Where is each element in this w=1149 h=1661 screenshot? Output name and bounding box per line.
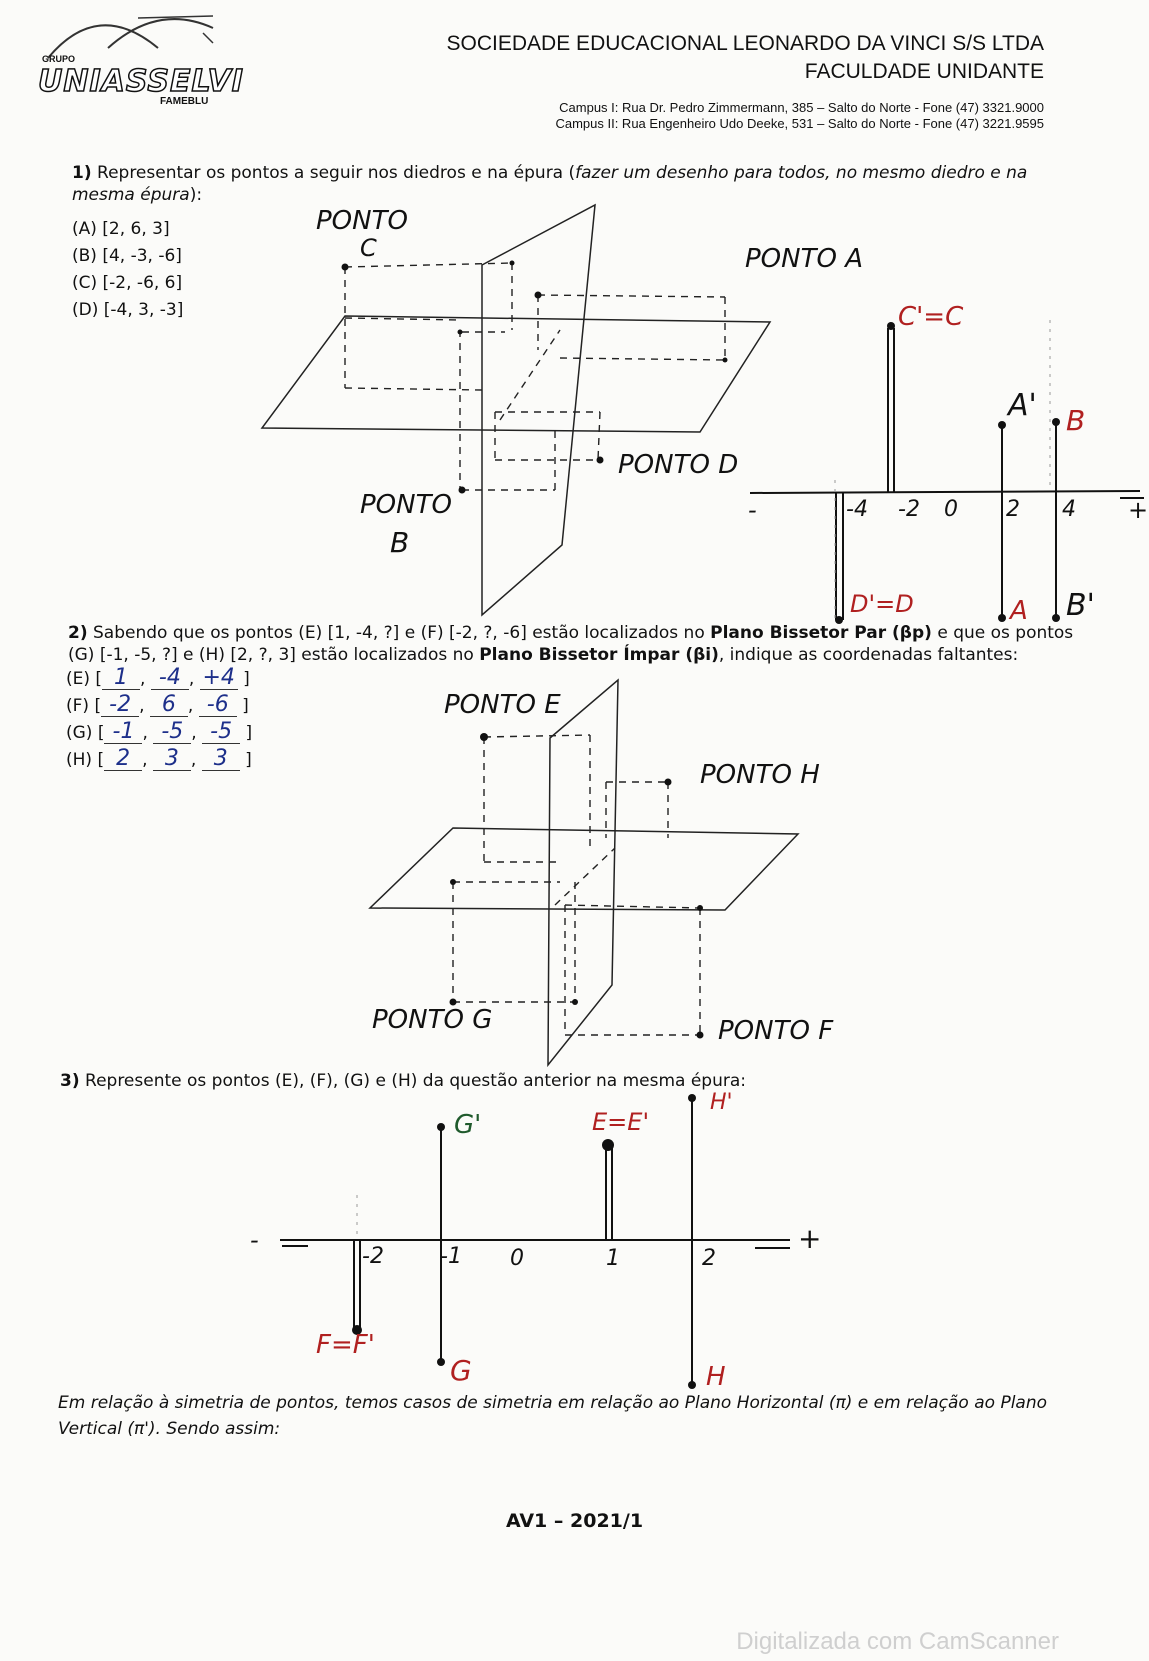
q2-row-e: (E) [ 1 , -4 , +4 ]: [66, 665, 250, 690]
scanner-watermark: Digitalizada com CamScanner: [736, 1628, 1059, 1655]
q1-item-d: (D) [-4, 3, -3]: [72, 300, 184, 320]
epura1-tick-m4: -4: [846, 497, 868, 522]
epura1-plus: +: [1128, 496, 1149, 524]
epura1-tick-4: 4: [1062, 497, 1076, 522]
faculty-name: FACULDADE UNIDANTE: [804, 60, 1044, 83]
label-ponto-g: PONTO G: [372, 1005, 493, 1035]
epura1-label-a: A: [1010, 596, 1028, 626]
label-ponto-b-1: PONTO: [360, 490, 452, 520]
label-ponto-h: PONTO H: [700, 760, 820, 790]
epura1-minus: -: [748, 496, 757, 524]
label-ponto-a: PONTO A: [745, 244, 863, 274]
q2-f-y: 6: [150, 694, 188, 717]
epura3-plus: +: [798, 1222, 822, 1255]
epura3-label-f: F=F': [316, 1330, 375, 1360]
q1-text-end: ):: [189, 185, 203, 205]
q2-text-a: Sabendo que os pontos (E) [1, -4, ?] e (F) [-2, ?, -6] estão localizados no: [93, 623, 711, 643]
epura3-label-g-prime: G': [454, 1110, 482, 1140]
epura3-label-h: H: [706, 1362, 726, 1392]
epura3-tick-1: 1: [606, 1246, 620, 1271]
epura1-label-a-prime: A': [1008, 388, 1037, 423]
campus-2: Campus II: Rua Engenheiro Udo Deeke, 531 – Salto do Norte - Fone (47) 3221.9595: [555, 116, 1044, 131]
q2-row-f: (F) [ -2 , 6 , -6 ]: [66, 692, 249, 717]
q2-h-z: 3: [202, 748, 240, 771]
q2-g-x: -1: [104, 721, 142, 744]
label-ponto-c-2: C: [360, 234, 377, 262]
label-ponto-f: PONTO F: [718, 1016, 834, 1046]
q2-e-x: 1: [102, 667, 140, 690]
epura1-label-b: B: [1066, 404, 1086, 437]
epura1-label-c: C'=C: [898, 302, 964, 332]
q1-item-c: (C) [-2, -6, 6]: [72, 273, 183, 293]
label-ponto-d: PONTO D: [618, 450, 739, 480]
q1-item-a: (A) [2, 6, 3]: [72, 219, 170, 239]
q1-text-italic: fazer um desenho para todos, no mesmo diedro e na mesma épura: [72, 163, 1028, 205]
q2-e-y: -4: [151, 667, 189, 690]
institution-name: SOCIEDADE EDUCACIONAL LEONARDO DA VINCI S/S LTDA: [446, 32, 1044, 55]
campus-1: Campus I: Rua Dr. Pedro Zimmermann, 385 – Salto do Norte - Fone (47) 3321.9000: [559, 100, 1044, 115]
label-ponto-b-2: B: [390, 526, 410, 559]
q2-row-f-label: (F) [: [66, 696, 102, 716]
q3-number: 3): [60, 1071, 80, 1091]
simetria-paragraph: Em relação à simetria de pontos, temos casos de simetria em relação ao Plano Horizontal (π) e em relação ao Plano Vertical (π'). Sendo assim:: [58, 1393, 1048, 1439]
epura3-tick-m2: -2: [362, 1244, 384, 1269]
q2-row-h: (H) [ 2 , 3 , 3 ]: [66, 746, 252, 771]
q1-number: 1): [72, 163, 92, 183]
q2-f-z: -6: [199, 694, 237, 717]
q2-g-y: -5: [153, 721, 191, 744]
q1-text: Representar os pontos a seguir nos diedros e na épura (: [97, 163, 576, 183]
epura1-label-d: D'=D: [850, 590, 914, 618]
q2-text-b: e que os pontos (G) [-1, -5, ?] e (H) [2, ?, 3] estão localizados no: [68, 623, 1074, 665]
logo-sub: FAMEBLU: [160, 96, 209, 107]
epura3-label-g: G: [450, 1354, 472, 1387]
label-ponto-c-1: PONTO: [316, 206, 408, 236]
epura1-tick-0: 0: [944, 497, 958, 522]
epura1-tick-m2: -2: [898, 497, 920, 522]
epura1-tick-2: 2: [1006, 497, 1020, 522]
q1-item-b: (B) [4, -3, -6]: [72, 246, 182, 266]
footer-exam-id: AV1 – 2021/1: [505, 1510, 644, 1532]
q2-text-c: , indique as coordenadas faltantes:: [718, 645, 1019, 665]
q2-row-e-label: (E) [: [66, 669, 103, 689]
q2-number: 2): [68, 623, 88, 643]
q3-text: Represente os pontos (E), (F), (G) e (H) da questão anterior na mesma épura:: [85, 1071, 746, 1091]
q2-g-z: -5: [202, 721, 240, 744]
q2-bold-b: Plano Bissetor Ímpar (βi): [479, 645, 719, 665]
epura3-minus: -: [250, 1226, 259, 1254]
epura3-label-e: E=E': [592, 1108, 650, 1136]
logo-word: UNIASSELVI: [38, 64, 244, 99]
epura3-tick-0: 0: [510, 1246, 524, 1271]
q2-h-y: 3: [153, 748, 191, 771]
q2-bold-a: Plano Bissetor Par (βp): [710, 623, 932, 643]
q2-row-g: (G) [ -1 , -5 , -5 ]: [66, 719, 253, 744]
q2-e-z: +4: [200, 667, 238, 690]
q2-h-x: 2: [104, 748, 142, 771]
logo-grupo: GRUPO: [42, 54, 76, 64]
q2-row-h-label: (H) [: [66, 750, 105, 770]
epura3-tick-2: 2: [702, 1246, 716, 1271]
epura1-label-b-prime: B': [1066, 588, 1095, 623]
q2-row-g-label: (G) [: [66, 723, 105, 743]
epura3-tick-m1: -1: [440, 1244, 462, 1269]
q2-f-x: -2: [101, 694, 139, 717]
epura3-label-h-prime: H': [710, 1090, 733, 1115]
label-ponto-e: PONTO E: [444, 690, 561, 720]
